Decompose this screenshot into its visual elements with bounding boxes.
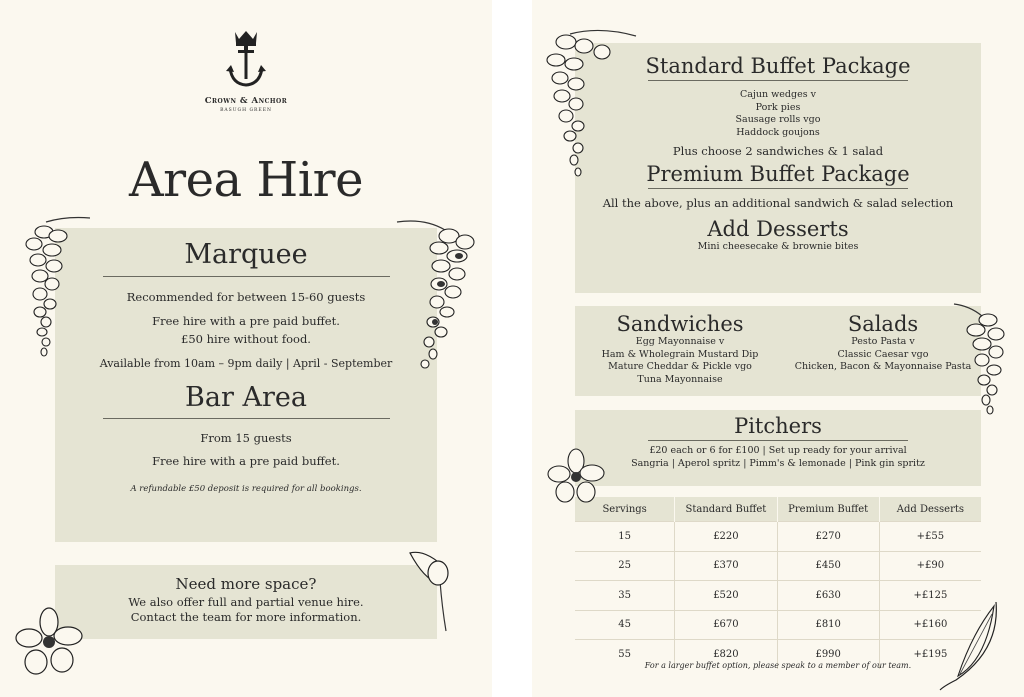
salad-item: Chicken, Bacon & Mayonnaise Pasta (794, 361, 972, 372)
table-cell: £520 (675, 581, 777, 611)
marquee-heading: Marquee (184, 239, 308, 270)
table-cell: 45 (575, 610, 675, 640)
divider (648, 440, 908, 441)
footer-note: For a larger buffet option, please speak to a member of our team. (644, 661, 912, 670)
table-header-row (575, 497, 981, 522)
table-cell: £370 (675, 551, 777, 581)
price-table (575, 497, 981, 669)
divider (648, 188, 908, 189)
marquee-recommended: Recommended for between 15-60 guests (126, 290, 366, 304)
table-cell: +£195 (879, 640, 981, 669)
page-title: Area Hire (129, 152, 363, 208)
wisteria-illustration-right (395, 216, 485, 376)
flower-illustration-bottom-left (14, 606, 84, 678)
table-cell: 35 (575, 581, 675, 611)
more-space-line2: Contact the team for more information. (130, 610, 362, 624)
marquee-availability: Available from 10am – 9pm daily | April - September (99, 357, 393, 370)
standard-item: Haddock goujons (736, 126, 820, 138)
bar-area-guests: From 15 guests (200, 431, 292, 445)
salads-heading: Salads (847, 312, 919, 336)
buffet-menu-page (532, 0, 1024, 697)
pitchers-heading: Pitchers (734, 414, 822, 438)
table-cell: 15 (575, 522, 675, 552)
premium-buffet-heading: Premium Buffet Package (646, 162, 910, 186)
table-row (575, 522, 981, 552)
area-hire-page (0, 0, 492, 697)
column-header: Servings (575, 497, 675, 522)
crown-anchor-icon (224, 28, 268, 90)
table-cell: +£125 (879, 581, 981, 611)
table-row (575, 551, 981, 581)
table-cell: +£160 (879, 610, 981, 640)
wisteria-illustration-side (952, 300, 1012, 424)
leaf-illustration (936, 600, 1000, 692)
sandwich-item: Ham & Wholegrain Mustard Dip (601, 348, 759, 360)
standard-item: Cajun wedges v (740, 89, 816, 100)
logo-name: Crown & Anchor (204, 96, 288, 106)
more-space-line1: We also offer full and partial venue hire. (128, 595, 364, 609)
column-header: Add Desserts (879, 497, 981, 522)
standard-buffet-heading: Standard Buffet Package (645, 54, 911, 78)
crown-anchor-logo (196, 28, 296, 113)
standard-choose: Plus choose 2 sandwiches & 1 salad (672, 144, 884, 158)
desserts-heading: Add Desserts (707, 217, 849, 241)
table-cell: 55 (575, 640, 675, 669)
sandwiches-column (575, 312, 785, 386)
table-cell: £670 (675, 610, 777, 640)
logo-subtitle: BASUGH GREEN (220, 108, 272, 113)
table-cell: £990 (777, 640, 879, 669)
table-cell: £810 (777, 610, 879, 640)
more-space-panel (55, 565, 437, 639)
salad-item: Pesto Pasta v (851, 336, 915, 347)
table-row (575, 581, 981, 611)
table-cell: £270 (777, 522, 879, 552)
table-cell: +£55 (879, 522, 981, 552)
bar-area-heading: Bar Area (185, 382, 307, 413)
standard-item: Pork pies (755, 101, 801, 113)
salad-item: Classic Caesar vgo (837, 348, 929, 360)
wisteria-illustration-top (540, 24, 640, 186)
bar-area-free-hire: Free hire with a pre paid buffet. (152, 454, 340, 468)
divider (648, 80, 908, 81)
table-cell: £820 (675, 640, 777, 669)
sandwich-item: Tuna Mayonnaise (637, 373, 723, 385)
sandwich-item: Mature Cheddar & Pickle vgo (608, 361, 752, 372)
table-cell: £450 (777, 551, 879, 581)
divider (103, 276, 390, 277)
table-row (575, 610, 981, 640)
sandwich-item: Egg Mayonnaise v (635, 336, 725, 347)
wisteria-illustration-left (16, 212, 92, 364)
deposit-note: A refundable £50 deposit is required for all bookings. (130, 484, 362, 494)
sandwiches-salads-panel (575, 306, 981, 396)
bud-illustration (406, 547, 456, 633)
column-header: Premium Buffet (777, 497, 879, 522)
premium-description: All the above, plus an additional sandwich & salad selection (602, 196, 954, 210)
table-cell: +£90 (879, 551, 981, 581)
marquee-free-hire: Free hire with a pre paid buffet. (152, 314, 340, 328)
more-space-heading: Need more space? (175, 575, 317, 593)
sandwiches-heading: Sandwiches (616, 312, 744, 336)
column-header: Standard Buffet (675, 497, 777, 522)
pitchers-pricing: £20 each or 6 for £100 | Set up ready for your arrival (649, 445, 907, 456)
desserts-description: Mini cheesecake & brownie bites (697, 241, 859, 252)
standard-item: Sausage rolls vgo (735, 114, 821, 125)
pitchers-panel (575, 410, 981, 486)
flower-illustration-right (546, 448, 606, 506)
marquee-bar-panel (55, 228, 437, 542)
marquee-without-food: £50 hire without food. (181, 332, 311, 346)
divider (103, 418, 390, 419)
table-cell: 25 (575, 551, 675, 581)
table-cell: £220 (675, 522, 777, 552)
table-cell: £630 (777, 581, 879, 611)
pitchers-options: Sangria | Aperol spritz | Pimm's & lemonade | Pink gin spritz (631, 457, 925, 469)
